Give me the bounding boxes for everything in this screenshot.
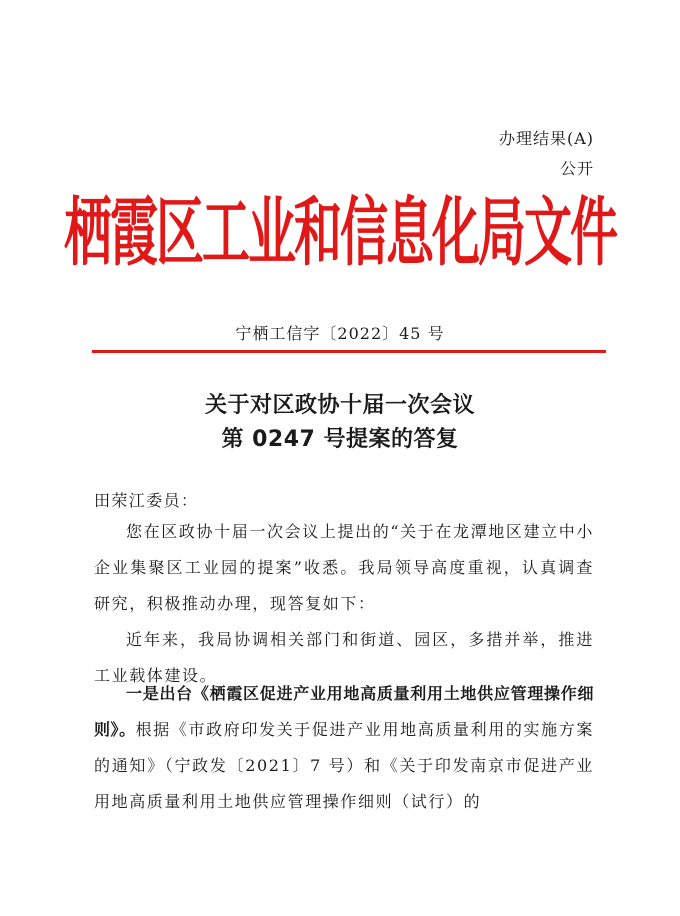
document-number: 宁栖工信字〔2022〕45 号 — [235, 324, 445, 343]
disclosure-label: 公开 — [559, 159, 594, 178]
paragraph-3 — [94, 676, 594, 820]
paragraph-2: 近年来，我局协调相关部门和街道、园区，多措并举，推进工业载体建设。 — [94, 630, 594, 685]
paragraph-3-heading: 一是出台《栖霞区促进产业用地高质量利用土地供应管理操作细则》。 — [94, 684, 594, 739]
red-divider-line — [92, 350, 606, 353]
document-title-line-1: 关于对区政协十届一次会议 — [204, 393, 475, 418]
handling-result-label: 办理结果(A) — [498, 129, 594, 148]
paragraph-1: 您在区政协十届一次会议上提出的“关于在龙潭地区建立中小企业集聚区工业园的提案”收悉。我局领导高度重视，认真调查研究，积极推动办理，现答复如下： — [94, 522, 594, 613]
salutation: 田荣江委员： — [94, 491, 199, 510]
paragraph-3-text: 根据《市政府印发关于促进产业用地高质量利用的实施方案的通知》（宁政发〔2021〕7 号）和《关于印发南京市促进产业用地高质量利用土地供应管理操作细则（试行）的 — [94, 720, 594, 811]
document-title-line-2: 第 0247 号提案的答复 — [221, 427, 459, 452]
issuer-banner: 栖霞区工业和信息化局文件 — [63, 189, 616, 277]
